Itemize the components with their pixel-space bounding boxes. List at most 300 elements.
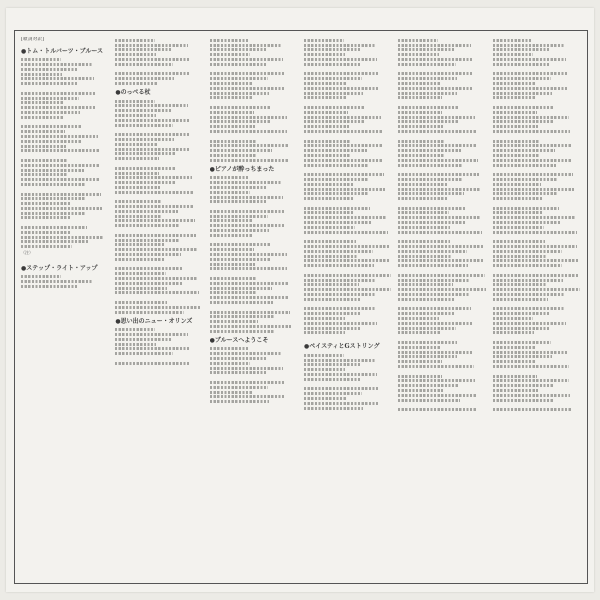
lyric-line <box>210 130 288 133</box>
lyric-line <box>304 274 391 277</box>
lyric-line <box>304 317 345 320</box>
lyric-line <box>493 331 535 334</box>
lyric-line <box>210 253 287 256</box>
lyric-line <box>304 116 381 119</box>
lyric-line <box>115 138 173 141</box>
lyric-line <box>304 293 376 296</box>
lyric-line <box>115 215 162 218</box>
lyric-line <box>304 331 346 334</box>
lyric-line <box>398 399 460 402</box>
lyric-line <box>21 77 94 80</box>
lyric-line <box>21 202 70 205</box>
lyric-line <box>493 183 542 186</box>
lyric-line <box>210 44 282 47</box>
lyric-line <box>398 207 464 210</box>
lyric-line <box>398 259 484 262</box>
lyric-line <box>398 331 440 334</box>
lyric-line <box>21 106 96 109</box>
song-title: ●ペイスティとGストリング <box>303 343 380 351</box>
lyric-line <box>398 293 470 296</box>
lyric-line <box>21 116 64 119</box>
lyric-line <box>493 77 551 80</box>
lyric-line <box>493 164 557 167</box>
lyric-line <box>493 394 571 397</box>
lyric-line <box>210 96 253 99</box>
lyric-line <box>115 248 196 251</box>
lyric-line <box>398 317 439 320</box>
lyric-line <box>493 197 542 200</box>
lyric-line <box>493 149 556 152</box>
lyric-line <box>115 239 179 242</box>
lyric-line <box>398 173 478 176</box>
lyric-line <box>493 63 550 66</box>
lyric-line <box>210 386 268 389</box>
lyric-line <box>398 164 462 167</box>
lyric-line <box>115 157 158 160</box>
column-2 <box>115 37 203 577</box>
lyric-line <box>210 362 251 365</box>
lyric-line <box>398 307 470 310</box>
lyric-line <box>304 53 345 56</box>
lyric-line <box>493 192 558 195</box>
lyric-line <box>398 106 458 109</box>
lyrics-block <box>398 39 486 411</box>
lyric-line <box>493 255 546 258</box>
lyric-line <box>493 307 565 310</box>
lyric-line <box>493 111 537 114</box>
lyric-line <box>115 53 156 56</box>
page-frame <box>14 30 588 584</box>
lyric-line <box>304 63 361 66</box>
lyric-line <box>304 154 351 157</box>
lyric-line <box>493 293 565 296</box>
lyric-line <box>493 226 544 229</box>
lyric-line <box>115 328 155 331</box>
lyric-line <box>115 352 172 355</box>
lyric-line <box>304 183 353 186</box>
lyric-line <box>398 341 456 344</box>
lyric-line <box>304 87 379 90</box>
lyric-line <box>210 48 267 51</box>
lyric-line <box>210 120 271 123</box>
lyric-line <box>115 219 194 222</box>
lyric-line <box>115 167 175 170</box>
lyric-line <box>493 216 576 219</box>
lyric-line <box>115 58 188 61</box>
lyric-line <box>304 178 368 181</box>
lyric-line <box>115 63 172 66</box>
lyric-line <box>398 221 465 224</box>
lyric-line <box>115 272 165 275</box>
lyric-line <box>304 245 389 248</box>
lyrics-block <box>21 275 109 288</box>
lyric-line <box>210 243 270 246</box>
lyric-line <box>115 48 172 51</box>
song-title: ●ステップ・ライト・アップ <box>21 264 98 272</box>
lyric-line <box>115 114 156 117</box>
lyric-line <box>398 149 461 152</box>
lyric-line <box>210 181 282 184</box>
lyric-line <box>493 125 538 128</box>
lyric-line <box>398 379 475 382</box>
lyric-line <box>304 387 378 390</box>
lyric-line <box>493 130 571 133</box>
lyric-line <box>398 82 440 85</box>
lyric-line <box>304 96 347 99</box>
lyric-line <box>210 325 291 328</box>
lyric-line <box>210 72 284 75</box>
lyric-line <box>398 355 457 358</box>
song-title: ●ピアノが酔っちまった <box>209 165 275 173</box>
lyric-line <box>304 283 359 286</box>
lyric-line <box>398 159 477 162</box>
lyric-line <box>21 73 62 76</box>
lyric-line <box>115 124 172 127</box>
lyric-line <box>493 188 574 191</box>
lyric-line <box>304 221 371 224</box>
lyric-line <box>21 226 87 229</box>
lyric-line <box>21 285 78 288</box>
lyric-line <box>493 178 557 181</box>
lyric-line <box>493 312 550 315</box>
lyric-line <box>493 211 543 214</box>
column-6 <box>493 37 581 577</box>
song-title: ●ブルースへようこそ <box>209 336 269 344</box>
lyric-line <box>304 72 378 75</box>
lyric-line <box>304 216 387 219</box>
lyric-line <box>210 224 285 227</box>
lyric-line <box>210 391 252 394</box>
lyric-line <box>210 277 256 280</box>
lyric-sheet <box>6 8 594 592</box>
lyric-line <box>304 92 363 95</box>
lyric-line <box>21 145 66 148</box>
lyric-line <box>398 384 459 387</box>
lyric-line <box>398 360 441 363</box>
lyric-line <box>398 53 439 56</box>
lyric-line <box>493 384 554 387</box>
lyric-line <box>115 44 187 47</box>
lyrics-block <box>115 328 203 365</box>
lyric-line <box>115 253 180 256</box>
lyric-line <box>398 245 483 248</box>
lyric-line <box>21 101 63 104</box>
lyric-line <box>493 283 548 286</box>
lyric-line <box>115 347 188 350</box>
lyric-line <box>210 210 284 213</box>
lyric-line <box>210 92 269 95</box>
lyric-line <box>210 267 288 270</box>
lyric-line <box>115 234 195 237</box>
lyric-line <box>493 408 572 411</box>
lyric-line <box>398 327 455 330</box>
lyric-line <box>493 72 567 75</box>
lyric-line <box>304 144 383 147</box>
lyric-line <box>115 181 176 184</box>
lyric-line <box>21 240 88 243</box>
lyric-line <box>398 39 438 42</box>
lyric-line <box>493 53 534 56</box>
lyric-line <box>115 200 161 203</box>
lyric-line <box>21 149 99 152</box>
lyric-line <box>493 173 573 176</box>
lyric-line <box>398 63 455 66</box>
lyric-line <box>398 283 453 286</box>
lyric-line <box>210 234 253 237</box>
lyric-line <box>21 92 95 95</box>
lyric-line <box>21 275 61 278</box>
lyric-line <box>115 267 181 270</box>
lyric-line <box>210 111 254 114</box>
lyric-line <box>304 250 373 253</box>
lyric-line <box>115 133 189 136</box>
section-header: [歌詞対訳] <box>21 37 45 42</box>
lyric-line <box>493 351 568 354</box>
lyric-line <box>304 322 377 325</box>
lyrics-block <box>210 176 298 333</box>
lyric-line <box>115 282 182 285</box>
lyric-line <box>304 240 356 243</box>
lyric-line <box>304 259 390 262</box>
lyric-line <box>493 140 539 143</box>
lyric-line <box>304 106 364 109</box>
lyric-line <box>398 312 455 315</box>
lyric-line <box>21 169 84 172</box>
lyric-line <box>493 144 572 147</box>
lyric-line <box>210 357 267 360</box>
lyric-line <box>304 231 388 234</box>
lyric-line <box>21 173 68 176</box>
lyric-line <box>304 397 346 400</box>
lyric-line <box>398 255 451 258</box>
lyric-line <box>398 116 475 119</box>
lyric-line <box>493 365 569 368</box>
lyric-line <box>493 317 534 320</box>
lyric-line <box>210 352 282 355</box>
lyric-line <box>210 149 273 152</box>
lyric-line <box>493 322 566 325</box>
lyric-line <box>304 264 374 267</box>
lyric-line <box>115 277 198 280</box>
lyric-line <box>210 186 267 189</box>
lyric-line <box>304 77 362 80</box>
lyric-line <box>398 197 447 200</box>
lyric-line <box>304 82 346 85</box>
lyric-line <box>493 48 550 51</box>
lyric-line <box>115 343 156 346</box>
lyric-line <box>21 58 61 61</box>
lyric-line <box>304 192 369 195</box>
lyric-line <box>304 173 384 176</box>
lyric-line <box>115 104 187 107</box>
lyrics-block <box>304 354 392 410</box>
lyric-line <box>304 298 360 301</box>
lyric-line <box>493 82 535 85</box>
lyric-line <box>493 355 552 358</box>
lyric-line <box>398 48 455 51</box>
lyric-line <box>304 327 361 330</box>
lyric-line <box>21 216 70 219</box>
lyric-line <box>493 221 560 224</box>
lyric-line <box>21 130 65 133</box>
lyric-line <box>493 87 568 90</box>
lyric-line <box>304 58 377 61</box>
lyric-line <box>493 279 564 282</box>
lyric-line <box>115 148 190 151</box>
lyric-line <box>304 354 344 357</box>
lyric-line <box>493 120 554 123</box>
lyric-line <box>210 371 267 374</box>
lyric-line <box>304 159 383 162</box>
lyric-line <box>210 291 257 294</box>
lyric-line <box>493 274 580 277</box>
lyric-line <box>115 72 189 75</box>
lyric-line <box>398 178 462 181</box>
lyric-line <box>398 288 485 291</box>
lyric-line <box>210 219 252 222</box>
lyric-line <box>493 58 566 61</box>
lyric-line <box>398 274 485 277</box>
lyric-line <box>398 92 457 95</box>
lyric-line <box>210 311 290 314</box>
lyric-line <box>115 287 166 290</box>
lyric-line <box>304 44 376 47</box>
lyric-line <box>398 154 445 157</box>
lyric-line <box>115 338 172 341</box>
lyric-line <box>493 240 545 243</box>
lyric-line <box>493 250 562 253</box>
lyric-line <box>21 178 100 181</box>
lyric-line <box>398 188 479 191</box>
song-title: ●のっぺる杖 <box>115 88 151 96</box>
lyric-line <box>493 288 580 291</box>
lyric-line <box>210 215 268 218</box>
lyric-line <box>398 279 469 282</box>
lyric-line <box>493 360 536 363</box>
lyric-line <box>210 263 255 266</box>
lyric-line <box>115 362 189 365</box>
lyric-line <box>493 375 537 378</box>
lyric-line <box>210 296 289 299</box>
lyric-line <box>304 373 377 376</box>
lyric-line <box>398 140 444 143</box>
lyric-line <box>304 125 349 128</box>
lyric-line <box>304 164 368 167</box>
lyric-line <box>115 77 173 80</box>
lyric-line <box>21 207 102 210</box>
lyric-line <box>398 130 476 133</box>
lyric-line <box>398 346 440 349</box>
lyric-line <box>210 125 255 128</box>
column-1 <box>21 37 109 577</box>
lyric-line <box>493 389 538 392</box>
footnote: （注） <box>21 250 33 256</box>
lyric-line <box>115 82 157 85</box>
lyric-line <box>304 378 361 381</box>
lyric-line <box>21 280 93 283</box>
lyric-line <box>398 77 456 80</box>
lyric-line <box>210 39 250 42</box>
lyric-line <box>493 92 552 95</box>
lyric-line <box>398 211 448 214</box>
lyric-line <box>398 58 471 61</box>
lyric-line <box>304 288 391 291</box>
lyrics-block <box>210 347 298 403</box>
lyric-line <box>398 394 476 397</box>
lyric-line <box>210 320 259 323</box>
lyric-line <box>21 193 101 196</box>
lyric-line <box>398 192 463 195</box>
lyric-line <box>398 264 468 267</box>
lyrics-block <box>115 39 203 85</box>
lyric-line <box>210 82 252 85</box>
lyric-line <box>21 111 80 114</box>
lyric-line <box>304 211 354 214</box>
lyric-line <box>210 367 283 370</box>
lyric-line <box>304 111 348 114</box>
lyric-line <box>210 282 289 285</box>
lyric-line <box>493 259 579 262</box>
lyric-line <box>210 191 251 194</box>
lyric-line <box>398 183 447 186</box>
lyric-line <box>21 63 93 66</box>
lyrics-block <box>493 39 581 411</box>
lyric-line <box>493 245 578 248</box>
lyric-line <box>304 255 357 258</box>
lyric-line <box>398 375 442 378</box>
lyric-line <box>398 250 467 253</box>
lyric-line <box>210 248 254 251</box>
lyric-line <box>304 226 355 229</box>
lyric-line <box>493 399 555 402</box>
lyric-line <box>115 205 194 208</box>
lyric-line <box>210 63 267 66</box>
lyric-line <box>304 279 375 282</box>
lyric-line <box>210 287 273 290</box>
lyrics-block <box>304 39 392 339</box>
lyric-line <box>21 183 85 186</box>
lyric-line <box>21 159 67 162</box>
lyric-line <box>210 347 250 350</box>
lyric-line <box>398 144 477 147</box>
lyric-line <box>115 191 193 194</box>
lyric-line <box>21 212 86 215</box>
lyric-line <box>493 298 549 301</box>
lyric-line <box>21 231 71 234</box>
lyric-line <box>398 240 450 243</box>
lyric-line <box>398 120 459 123</box>
lyric-line <box>493 116 570 119</box>
lyric-line <box>210 144 289 147</box>
lyric-line <box>21 236 104 239</box>
lyric-line <box>21 97 79 100</box>
lyric-line <box>210 87 285 90</box>
lyric-line <box>210 58 283 61</box>
lyric-line <box>304 197 353 200</box>
lyric-line <box>210 395 285 398</box>
lyric-line <box>493 264 563 267</box>
lyric-line <box>493 379 570 382</box>
lyric-line <box>115 243 164 246</box>
lyric-line <box>398 111 442 114</box>
song-title: ●トム・トルバーツ・ブルース <box>21 47 104 55</box>
lyric-line <box>21 82 78 85</box>
lyric-line <box>210 196 283 199</box>
lyric-line <box>21 135 98 138</box>
lyric-line <box>493 44 565 47</box>
lyric-line <box>210 159 289 162</box>
lyric-line <box>304 363 361 366</box>
